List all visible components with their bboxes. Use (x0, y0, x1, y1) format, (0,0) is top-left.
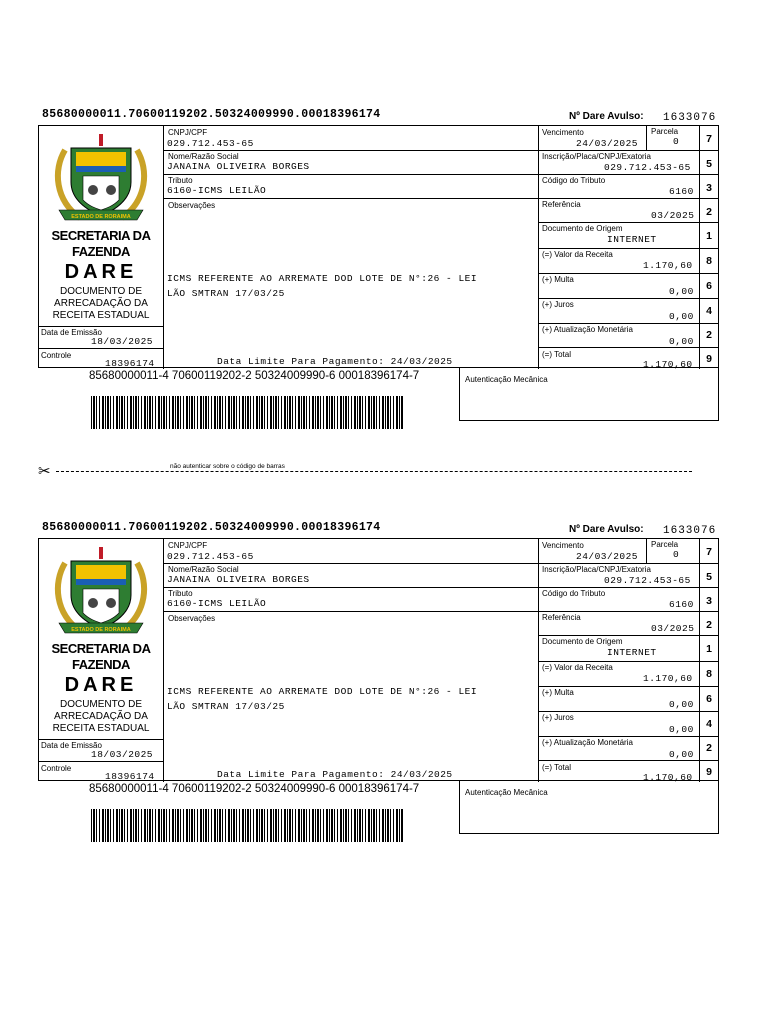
tributo-value: 6160-ICMS LEILÃO (167, 598, 267, 609)
origem-value: INTERNET (607, 234, 657, 245)
dare-number: 1633076 (663, 112, 717, 124)
origem-label: Documento de Origem (542, 637, 623, 646)
line-code: 85680000011.70600119202.50324009990.00018396174 (42, 521, 381, 534)
barcode (91, 396, 403, 429)
field-number: 6 (706, 693, 712, 705)
field-number: 4 (706, 305, 712, 317)
banner-text: ESTADO DE RORAIMA (71, 214, 131, 220)
atualizacao-label: (+) Atualização Monetária (542, 325, 633, 334)
atualizacao-value: 0,00 (669, 336, 694, 347)
juros-label: (+) Juros (542, 300, 574, 309)
emissao-label: Data de Emissão (41, 741, 102, 750)
juros-value: 0,00 (669, 311, 694, 322)
field-number: 2 (706, 329, 712, 341)
dare-copy-1 (0, 108, 768, 453)
secretaria-line-1: SECRETARIA DA (51, 641, 151, 656)
scissors-icon: ✂ (38, 463, 51, 480)
total-label: (=) Total (542, 350, 571, 359)
vencimento-label: Vencimento (542, 128, 584, 137)
valor-receita-value: 1.170,60 (643, 673, 693, 684)
observacoes-label: Observações (168, 614, 216, 623)
total-value: 1.170,60 (643, 772, 693, 783)
parcela-label: Parcela (651, 127, 679, 136)
parcela-value: 0 (673, 549, 680, 560)
dare-title: DARE (64, 261, 138, 283)
field-number: 2 (706, 206, 712, 218)
line-code: 85680000011.70600119202.50324009990.00018396174 (42, 108, 381, 121)
controle-label: Controle (41, 764, 72, 773)
dare-number: 1633076 (663, 525, 717, 537)
vencimento-label: Vencimento (542, 541, 584, 550)
field-number: 7 (706, 546, 712, 558)
emissao-label: Data de Emissão (41, 328, 102, 337)
nome-label: Nome/Razão Social (168, 152, 239, 161)
referencia-value: 03/2025 (651, 623, 695, 634)
controle-label: Controle (41, 351, 72, 360)
referencia-label: Referência (542, 200, 581, 209)
barcode-digits: 85680000011-4 70600119202-2 50324009990-6 00018396174-7 (89, 783, 420, 795)
cnpj-label: CNPJ/CPF (168, 541, 208, 550)
secretaria-line-1: SECRETARIA DA (51, 228, 151, 243)
emissao-value: 18/03/2025 (91, 749, 154, 760)
observacoes-line-2: LÃO SMTRAN 17/03/25 (167, 701, 285, 712)
cut-line (56, 471, 692, 472)
cut-notice: não autenticar sobre o código de barras (170, 463, 285, 470)
total-label: (=) Total (542, 763, 571, 772)
field-number: 6 (706, 280, 712, 292)
cnpj-value: 029.712.453-65 (167, 138, 254, 149)
field-number: 3 (706, 595, 712, 607)
banner-text: ESTADO DE RORAIMA (71, 627, 131, 633)
doc-line-3: RECEITA ESTADUAL (52, 723, 150, 734)
observacoes-label: Observações (168, 201, 216, 210)
field-number: 1 (706, 230, 712, 242)
codigo-tributo-value: 6160 (669, 599, 694, 610)
field-number: 2 (706, 742, 712, 754)
barcode (91, 809, 403, 842)
doc-line-2: ARRECADAÇÃO DA (54, 298, 148, 309)
observacoes-line-2: LÃO SMTRAN 17/03/25 (167, 288, 285, 299)
juros-label: (+) Juros (542, 713, 574, 722)
document-title (39, 286, 163, 322)
inscricao-value: 029.712.453-65 (604, 575, 691, 586)
autenticacao-box (459, 367, 719, 421)
document-title (39, 699, 163, 735)
field-number: 5 (706, 571, 712, 583)
inscricao-value: 029.712.453-65 (604, 162, 691, 173)
field-number: 4 (706, 718, 712, 730)
codigo-tributo-label: Código do Tributo (542, 589, 606, 598)
doc-line-2: ARRECADAÇÃO DA (54, 711, 148, 722)
secretaria-line-2: FAZENDA (72, 657, 130, 672)
field-number: 2 (706, 619, 712, 631)
nome-value: JANAINA OLIVEIRA BORGES (167, 574, 310, 585)
atualizacao-label: (+) Atualização Monetária (542, 738, 633, 747)
field-number: 8 (706, 255, 712, 267)
coat-of-arms-icon (45, 543, 157, 643)
codigo-tributo-label: Código do Tributo (542, 176, 606, 185)
valor-receita-value: 1.170,60 (643, 260, 693, 271)
doc-line-1: DOCUMENTO DE (59, 699, 143, 710)
nome-label: Nome/Razão Social (168, 565, 239, 574)
cnpj-label: CNPJ/CPF (168, 128, 208, 137)
data-limite: Data Limite Para Pagamento: 24/03/2025 (217, 356, 453, 367)
inscricao-label: Inscrição/Placa/CNPJ/Exatoria (542, 152, 651, 161)
coat-of-arms-icon (45, 130, 157, 230)
parcela-label: Parcela (651, 540, 679, 549)
multa-label: (+) Multa (542, 275, 574, 284)
observacoes-line-1: ICMS REFERENTE AO ARREMATE DOD LOTE DE N°:26 - LEI (167, 686, 478, 697)
autenticacao-label: Autenticação Mecânica (465, 375, 548, 384)
dare-copy-2 (0, 521, 768, 866)
dare-form (38, 125, 719, 368)
tributo-label: Tributo (168, 589, 193, 598)
field-number: 1 (706, 643, 712, 655)
observacoes-line-1: ICMS REFERENTE AO ARREMATE DOD LOTE DE N°:26 - LEI (167, 273, 478, 284)
tributo-value: 6160-ICMS LEILÃO (167, 185, 267, 196)
origem-value: INTERNET (607, 647, 657, 658)
vencimento-value: 24/03/2025 (576, 551, 639, 562)
secretaria-title (39, 228, 163, 260)
dare-number-label: Nº Dare Avulso: (569, 524, 644, 535)
nome-value: JANAINA OLIVEIRA BORGES (167, 161, 310, 172)
data-limite: Data Limite Para Pagamento: 24/03/2025 (217, 769, 453, 780)
multa-value: 0,00 (669, 699, 694, 710)
multa-label: (+) Multa (542, 688, 574, 697)
valor-receita-label: (=) Valor da Receita (542, 250, 613, 259)
controle-value: 18396174 (105, 771, 155, 782)
origem-label: Documento de Origem (542, 224, 623, 233)
multa-value: 0,00 (669, 286, 694, 297)
field-number: 8 (706, 668, 712, 680)
tributo-label: Tributo (168, 176, 193, 185)
dare-title: DARE (64, 674, 138, 696)
inscricao-label: Inscrição/Placa/CNPJ/Exatoria (542, 565, 651, 574)
field-number: 7 (706, 133, 712, 145)
field-number: 9 (706, 353, 712, 365)
field-number: 5 (706, 158, 712, 170)
field-number: 9 (706, 766, 712, 778)
dare-number-label: Nº Dare Avulso: (569, 111, 644, 122)
valor-receita-label: (=) Valor da Receita (542, 663, 613, 672)
barcode-digits: 85680000011-4 70600119202-2 50324009990-6 00018396174-7 (89, 370, 420, 382)
cnpj-value: 029.712.453-65 (167, 551, 254, 562)
juros-value: 0,00 (669, 724, 694, 735)
referencia-value: 03/2025 (651, 210, 695, 221)
doc-line-1: DOCUMENTO DE (59, 286, 143, 297)
referencia-label: Referência (542, 613, 581, 622)
vencimento-value: 24/03/2025 (576, 138, 639, 149)
field-number: 3 (706, 182, 712, 194)
total-value: 1.170,60 (643, 359, 693, 370)
dare-form (38, 538, 719, 781)
autenticacao-box (459, 780, 719, 834)
codigo-tributo-value: 6160 (669, 186, 694, 197)
autenticacao-label: Autenticação Mecânica (465, 788, 548, 797)
atualizacao-value: 0,00 (669, 749, 694, 760)
doc-line-3: RECEITA ESTADUAL (52, 310, 150, 321)
secretaria-title (39, 641, 163, 673)
controle-value: 18396174 (105, 358, 155, 369)
parcela-value: 0 (673, 136, 680, 147)
emissao-value: 18/03/2025 (91, 336, 154, 347)
secretaria-line-2: FAZENDA (72, 244, 130, 259)
